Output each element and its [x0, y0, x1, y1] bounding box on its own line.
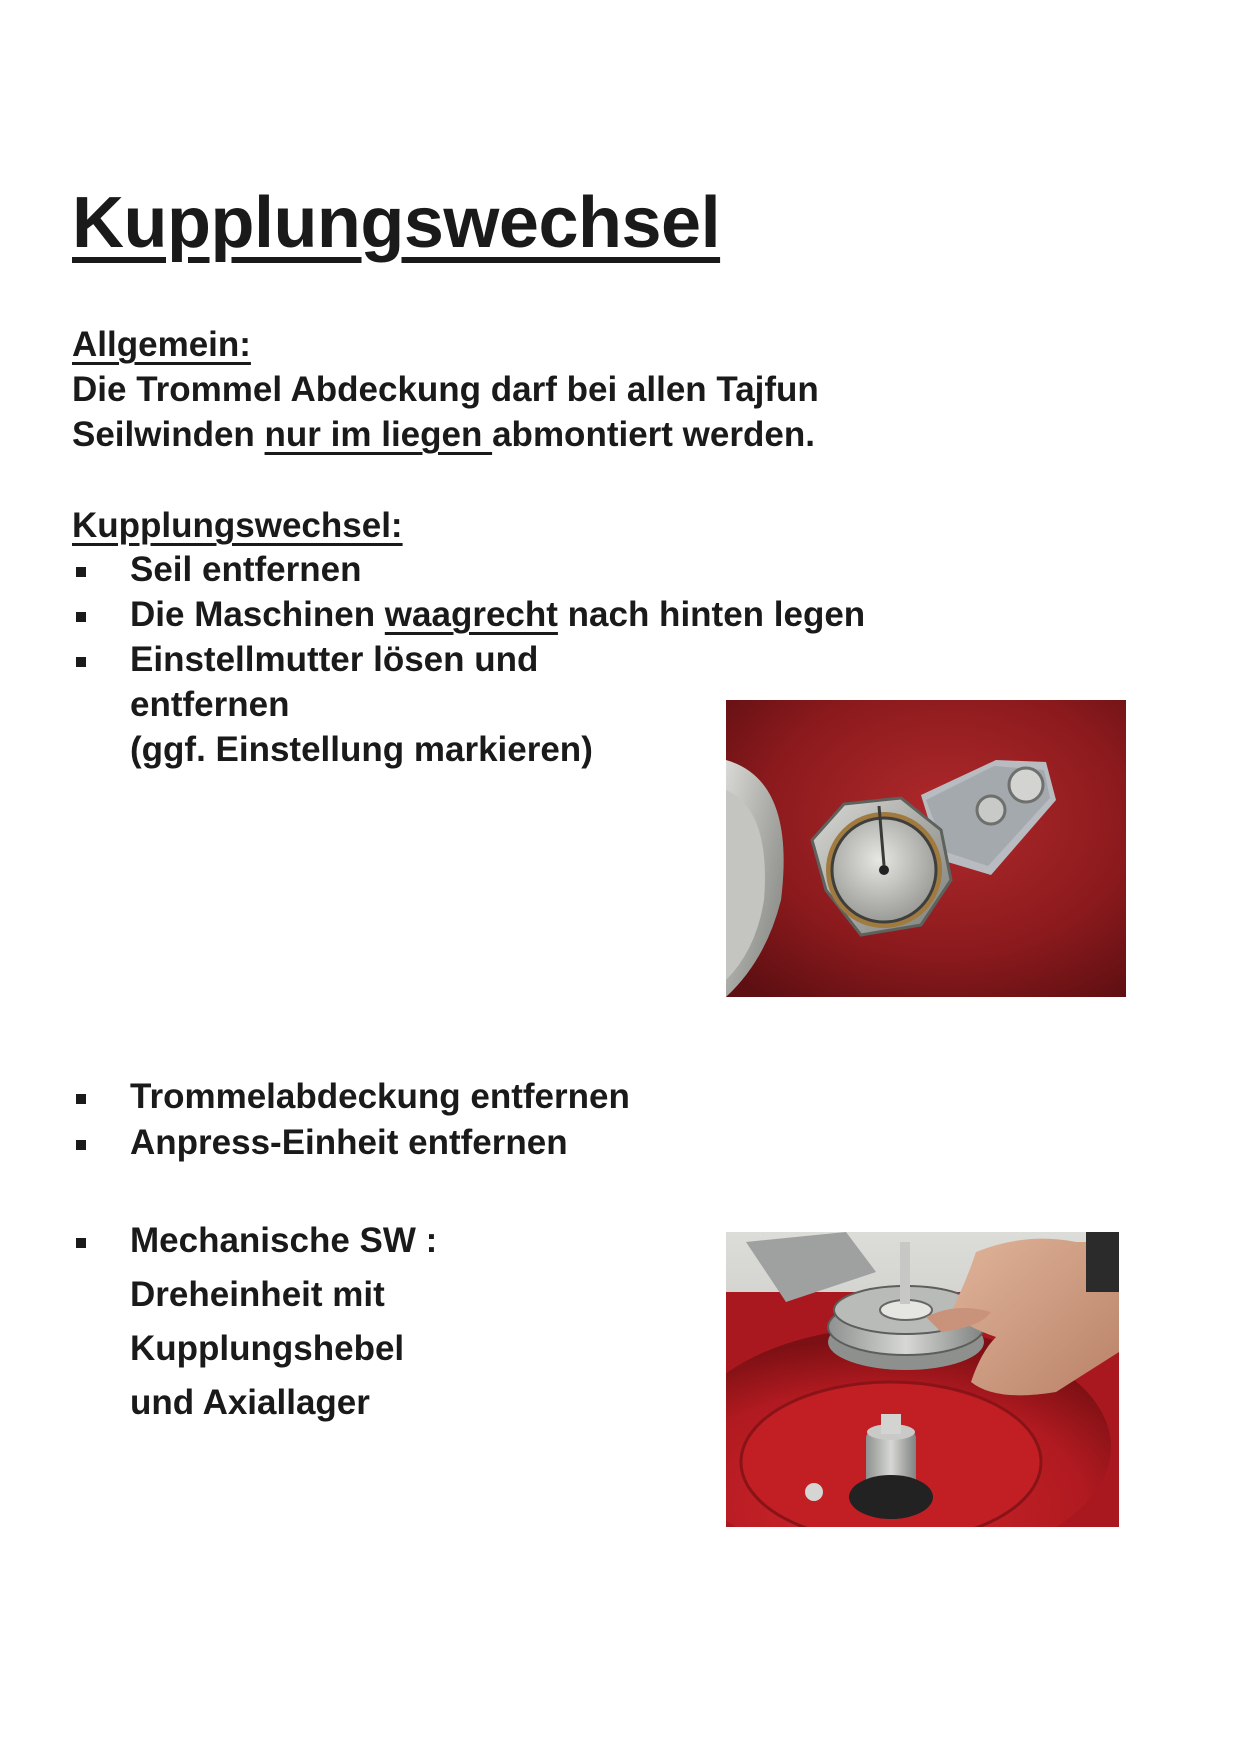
- general-heading: Allgemein:: [72, 325, 251, 364]
- step-2-start: Die Maschinen: [130, 595, 385, 634]
- rotating-unit-photo: [726, 1232, 1119, 1527]
- step-4: Trommelabdeckung entfernen: [130, 1077, 630, 1116]
- page-title: Kupplungswechsel: [72, 183, 721, 263]
- step-5: Anpress-Einheit entfernen: [130, 1123, 568, 1162]
- step-1: Seil entfernen: [130, 550, 362, 589]
- step-3-line-3: (ggf. Einstellung markieren): [130, 730, 593, 769]
- general-line-2-emphasis: nur im liegen: [264, 415, 493, 454]
- general-line-2-end: abmontiert werden.: [492, 415, 815, 454]
- step-2-emphasis: waagrecht: [384, 595, 558, 634]
- step-2-end: nach hinten legen: [557, 595, 866, 634]
- step-6-line-4: und Axiallager: [130, 1383, 370, 1422]
- step-6-line-1: Mechanische SW :: [130, 1221, 438, 1260]
- step-2: [130, 592, 865, 637]
- general-line-1: Die Trommel Abdeckung darf bei allen Tajfun: [72, 370, 819, 409]
- bullet-6: [76, 1238, 86, 1248]
- step-6-line-3: Kupplungshebel: [130, 1329, 405, 1368]
- bullet-3: [76, 657, 86, 667]
- step-3-line-2: entfernen: [130, 685, 290, 724]
- section-heading: Kupplungswechsel:: [72, 506, 403, 545]
- bullet-5: [76, 1140, 86, 1150]
- general-line-2-start: Seilwinden: [72, 415, 265, 454]
- bullet-4: [76, 1094, 86, 1104]
- bullet-1: [76, 567, 86, 577]
- step-6-line-2: Dreheinheit mit: [130, 1275, 385, 1314]
- general-line-2: [72, 412, 815, 457]
- adjusting-nut-photo: [726, 700, 1126, 997]
- bullet-2: [76, 612, 86, 622]
- step-3-line-1: Einstellmutter lösen und: [130, 640, 539, 679]
